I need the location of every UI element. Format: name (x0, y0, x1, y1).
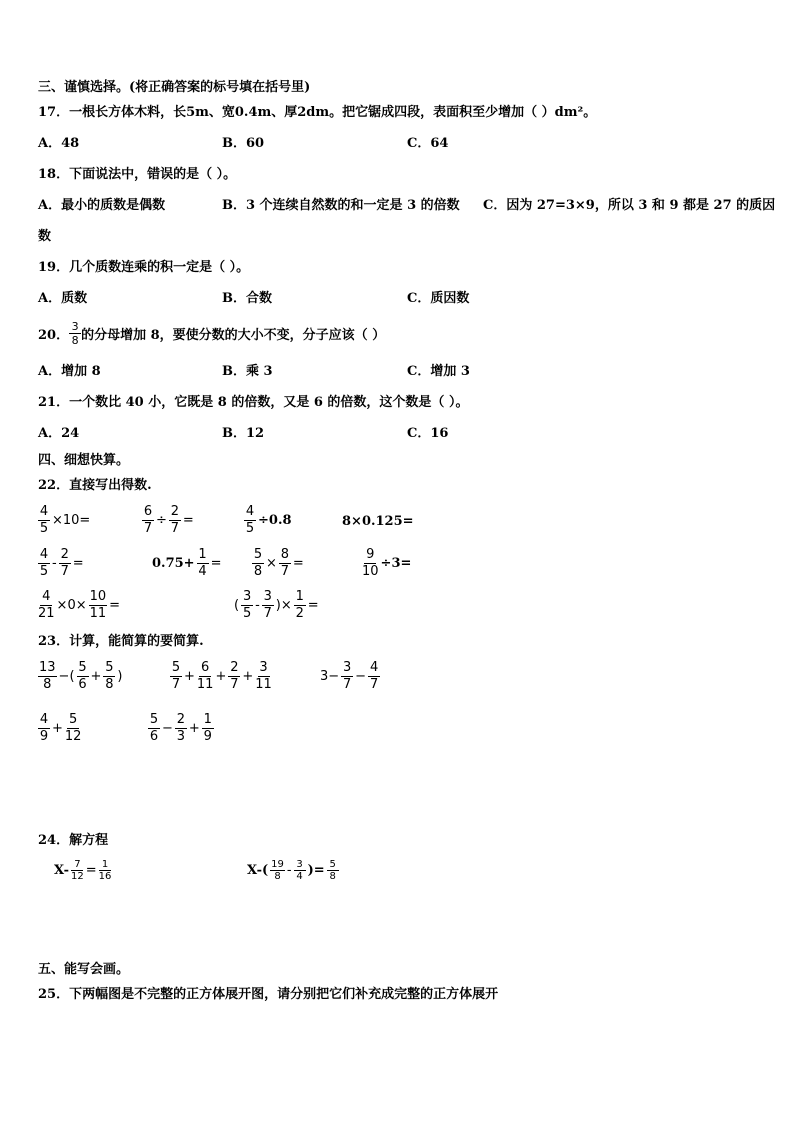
q20-option-b: B．乘 3 (222, 364, 273, 379)
q17-option-b: B．60 (222, 136, 265, 151)
question-21: 21．一个数比 40 小，它既是 8 的倍数，又是 6 的倍数，这个数是（ ）。 (38, 395, 469, 410)
q22-expr-7: $\frac{5}{8}$ × $\frac{8}{7}$ = (253, 547, 304, 579)
q23-expr-5: $\frac{5}{6}$ − $\frac{2}{3}$ + $\frac{1}{9}$ (149, 712, 212, 744)
q22-expr-3: $\frac{4}{5}$ ÷0.8 (245, 504, 292, 536)
q18-option-c: C．因为 27=3×9，所以 3 和 9 都是 27 的质因 (483, 198, 776, 213)
question-19: 19．几个质数连乘的积一定是（ ）。 (38, 260, 250, 275)
q22-expr-4: 8×0.125= (342, 514, 414, 529)
q23-expr-1: $\frac{13}{8}$ −( $\frac{5}{6}$ + $\frac{5}{8}$ ) (39, 660, 123, 692)
q20-number: 20． (38, 328, 70, 343)
q20-text: 的分母增加 8，要使分数的大小不变，分子应该（ ） (81, 328, 386, 343)
q20-option-a: A．增加 8 (38, 364, 101, 379)
q24-equation-1: X- $\frac{7}{12}$ = $\frac{1}{16}$ (54, 859, 112, 882)
q22-expr-2: $\frac{6}{7}$ ÷ $\frac{2}{7}$ = (143, 504, 194, 536)
q19-option-c: C．质因数 (407, 291, 470, 306)
q22-expr-6: 0.75+ $\frac{1}{4}$ = (152, 547, 222, 579)
question-25: 25．下两幅图是不完整的正方体展开图，请分别把它们补充成完整的正方体展开 (38, 987, 499, 1002)
q17-option-a: A．48 (38, 136, 80, 151)
q23-expr-4: $\frac{4}{9}$ + $\frac{5}{12}$ (39, 712, 82, 744)
section-4-title: 四、细想快算。 (38, 453, 130, 468)
q21-option-a: A．24 (38, 426, 80, 441)
q21-option-c: C．16 (407, 426, 449, 441)
q23-expr-2: $\frac{5}{7}$ + $\frac{6}{11}$ + $\frac{2}{7}$ + $\frac{3}{11}$ (171, 660, 272, 692)
q22-expr-8: $\frac{9}{10}$ ÷3= (362, 547, 412, 579)
question-18: 18．下面说法中，错误的是（ ）。 (38, 167, 237, 182)
question-22-title: 22．直接写出得数. (38, 478, 152, 493)
q22-expr-5: $\frac{4}{5}$ - $\frac{2}{7}$ = (39, 547, 84, 579)
q22-expr-1: $\frac{4}{5}$ ×10= (39, 504, 91, 536)
q18-option-b: B．3 个连续自然数的和一定是 3 的倍数 (222, 198, 460, 213)
q18-option-a: A．最小的质数是偶数 (38, 198, 166, 213)
q19-option-a: A．质数 (38, 291, 88, 306)
question-23-title: 23．计算，能简算的要简算. (38, 634, 204, 649)
question-20 (38, 320, 385, 347)
question-24-title: 24．解方程 (38, 833, 109, 848)
question-17: 17．一根长方体木料，长5m、宽0.4m、厚2dm。把它锯成四段，表面积至少增加（ ）dm²。 (38, 105, 597, 120)
q17-option-c: C．64 (407, 136, 449, 151)
q20-fraction: $\frac{3}{8}$ (69, 320, 81, 347)
q21-option-b: B．12 (222, 426, 265, 441)
q24-equation-2: X-( $\frac{19}{8}$ - $\frac{3}{4}$ )= $\frac{5}{8}$ (245, 859, 339, 882)
section-5-title: 五、能写会画。 (38, 962, 130, 977)
q23-expr-3: 3− $\frac{3}{7}$ − $\frac{4}{7}$ (320, 660, 379, 692)
q19-option-b: B．合数 (222, 291, 272, 306)
q20-option-c: C．增加 3 (407, 364, 470, 379)
q22-expr-9: $\frac{4}{21}$ ×0× $\frac{10}{11}$ = (38, 589, 121, 621)
q18-option-c-wrap: 数 (38, 229, 52, 244)
q22-expr-10: ( $\frac{3}{5}$ - $\frac{3}{7}$ )× $\frac{1}{2}$ = (234, 589, 319, 621)
section-3-title: 三、谨慎选择。(将正确答案的标号填在括号里) (38, 80, 311, 95)
